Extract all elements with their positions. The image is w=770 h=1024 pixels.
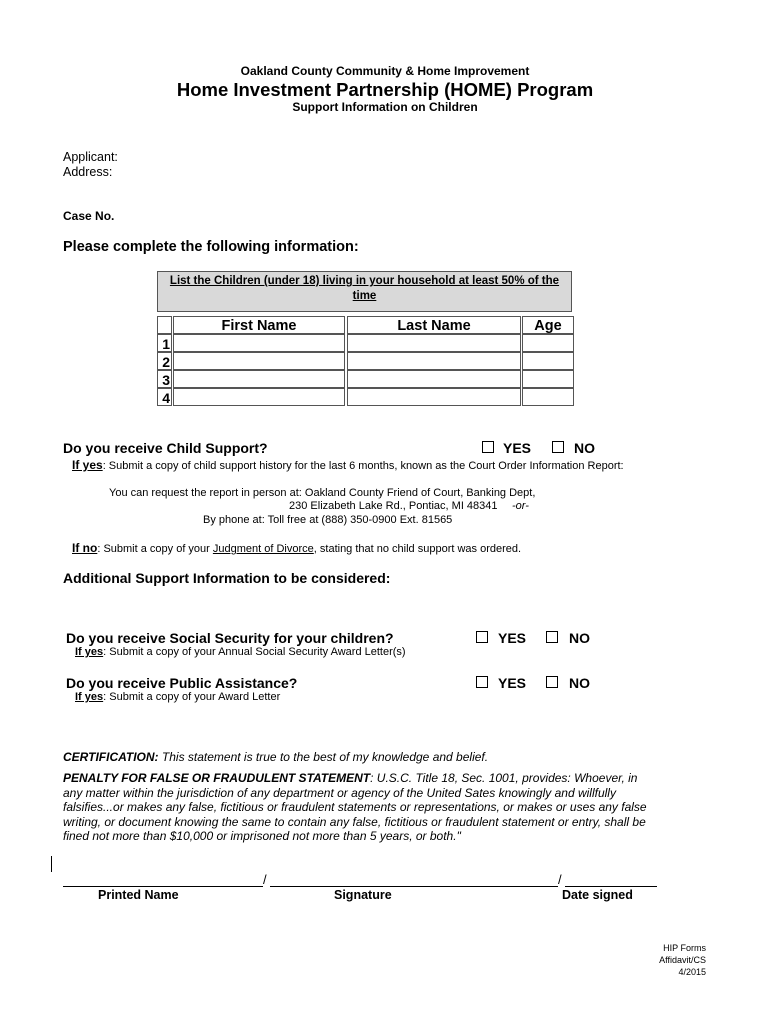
social-security-yes-checkbox[interactable] [476,631,488,643]
public-assistance-yes-label: YES [498,675,527,691]
row-number: 3 [157,370,172,388]
request-line-1: You can request the report in person at: Oakland County Friend of Court, Banking Dept, [109,487,536,499]
last-name-header: Last Name [347,316,521,334]
certification-label: CERTIFICATION: [63,750,159,764]
printed-name-line[interactable] [63,886,263,887]
children-table-caption [157,271,572,312]
if-yes-label: If yes [72,458,103,472]
date-signed-label: Date signed [562,888,633,902]
footer-line-3: 4/2015 [678,967,706,977]
first-name-field[interactable] [173,352,345,370]
certification-text: This statement is true to the best of my knowledge and belief. [158,750,489,764]
caption-line-2: time [352,290,377,302]
penalty-line-4: writing, or document knowing the same to contain any false, fictitious or fraudulent statement or entry, shall be [63,815,646,829]
public-assistance-no-checkbox[interactable] [546,676,558,688]
signature-label: Signature [334,888,392,902]
child-support-yes-label: YES [503,440,532,456]
table-row [157,334,574,352]
request-line-2: 230 Elizabeth Lake Rd., Pontiac, MI 48341 [289,500,498,512]
child-support-question: Do you receive Child Support? [63,440,268,456]
table-row [157,388,574,406]
age-field[interactable] [522,334,574,352]
age-header: Age [522,316,574,334]
child-support-if-no [72,541,521,555]
penalty-line-2: any matter within the jurisdiction of any department or agency of the United Sates knowingly and willfully [63,786,616,800]
if-yes-label: If yes [75,691,104,703]
applicant-label: Applicant: [63,150,118,164]
date-signed-line[interactable] [565,886,657,887]
row-number-header [157,316,172,334]
table-row [157,370,574,388]
additional-heading: Additional Support Information to be considered: [63,570,391,586]
if-yes-text: : Submit a copy of child support history for the last 6 months, known as the Court Order Information Report: [102,460,624,472]
first-name-header: First Name [173,316,345,334]
row-number: 1 [157,334,172,352]
public-assistance-yes-checkbox[interactable] [476,676,488,688]
footer-line-2: Affidavit/CS [659,955,706,965]
judgment-of-divorce: Judgment of Divorce [212,543,314,555]
first-name-field[interactable] [173,334,345,352]
if-yes-label: If yes [75,646,104,658]
age-field[interactable] [522,370,574,388]
row-number: 2 [157,352,172,370]
footer-line-1: HIP Forms [663,943,706,953]
social-security-yes-label: YES [498,630,527,646]
org-name: Oakland County Community & Home Improvement [240,64,530,78]
social-security-no-checkbox[interactable] [546,631,558,643]
page-title: Home Investment Partnership (HOME) Program [176,79,594,100]
text-cursor [51,856,52,872]
if-no-pre: : Submit a copy of your [97,543,213,555]
child-support-no-label: NO [574,440,595,456]
signature-line[interactable] [270,886,558,887]
if-yes-text: : Submit a copy of your Award Letter [103,691,281,703]
penalty-line-5: fined not more than $10,000 or imprisoned not more than 5 years, or both." [63,829,461,843]
last-name-field[interactable] [347,370,521,388]
instructions-heading: Please complete the following information: [63,239,359,255]
last-name-field[interactable] [347,334,521,352]
caption-line-1: List the Children (under 18) living in your household at least 50% of the [169,275,560,287]
slash-2: / [558,872,562,887]
child-support-if-yes [72,458,624,472]
request-line-3: By phone at: Toll free at (888) 350-0900 Ext. 81565 [203,514,453,526]
penalty-line-3: falsifies...or makes any false, fictitious or fraudulent statements or representations, or makes or uses any false [63,800,647,814]
request-or: -or- [512,500,529,512]
page-subtitle: Support Information on Children [292,100,478,114]
first-name-field[interactable] [173,370,345,388]
first-name-field[interactable] [173,388,345,406]
case-number-label: Case No. [63,209,115,223]
age-field[interactable] [522,352,574,370]
if-no-label: If no [72,541,98,555]
public-assistance-question: Do you receive Public Assistance? [66,675,298,691]
public-assistance-if-yes [75,691,280,703]
last-name-field[interactable] [347,388,521,406]
table-row [157,352,574,370]
penalty-line-1 [63,771,637,785]
printed-name-label: Printed Name [98,888,179,902]
row-number: 4 [157,388,172,406]
social-security-no-label: NO [569,630,590,646]
child-support-yes-checkbox[interactable] [482,441,494,453]
children-table-header [157,316,574,334]
penalty-text-1: : U.S.C. Title 18, Sec. 1001, provides: Whoever, in [370,771,638,785]
if-yes-text: : Submit a copy of your Annual Social Security Award Letter(s) [103,646,406,658]
slash-1: / [263,872,267,887]
social-security-if-yes [75,646,406,658]
address-label: Address: [63,165,113,179]
social-security-question: Do you receive Social Security for your children? [66,630,394,646]
if-no-post: , stating that no child support was ordered. [313,543,522,555]
certification [63,750,488,764]
child-support-no-checkbox[interactable] [552,441,564,453]
last-name-field[interactable] [347,352,521,370]
public-assistance-no-label: NO [569,675,590,691]
age-field[interactable] [522,388,574,406]
penalty-label: PENALTY FOR FALSE OR FRAUDULENT STATEMENT [63,771,371,785]
